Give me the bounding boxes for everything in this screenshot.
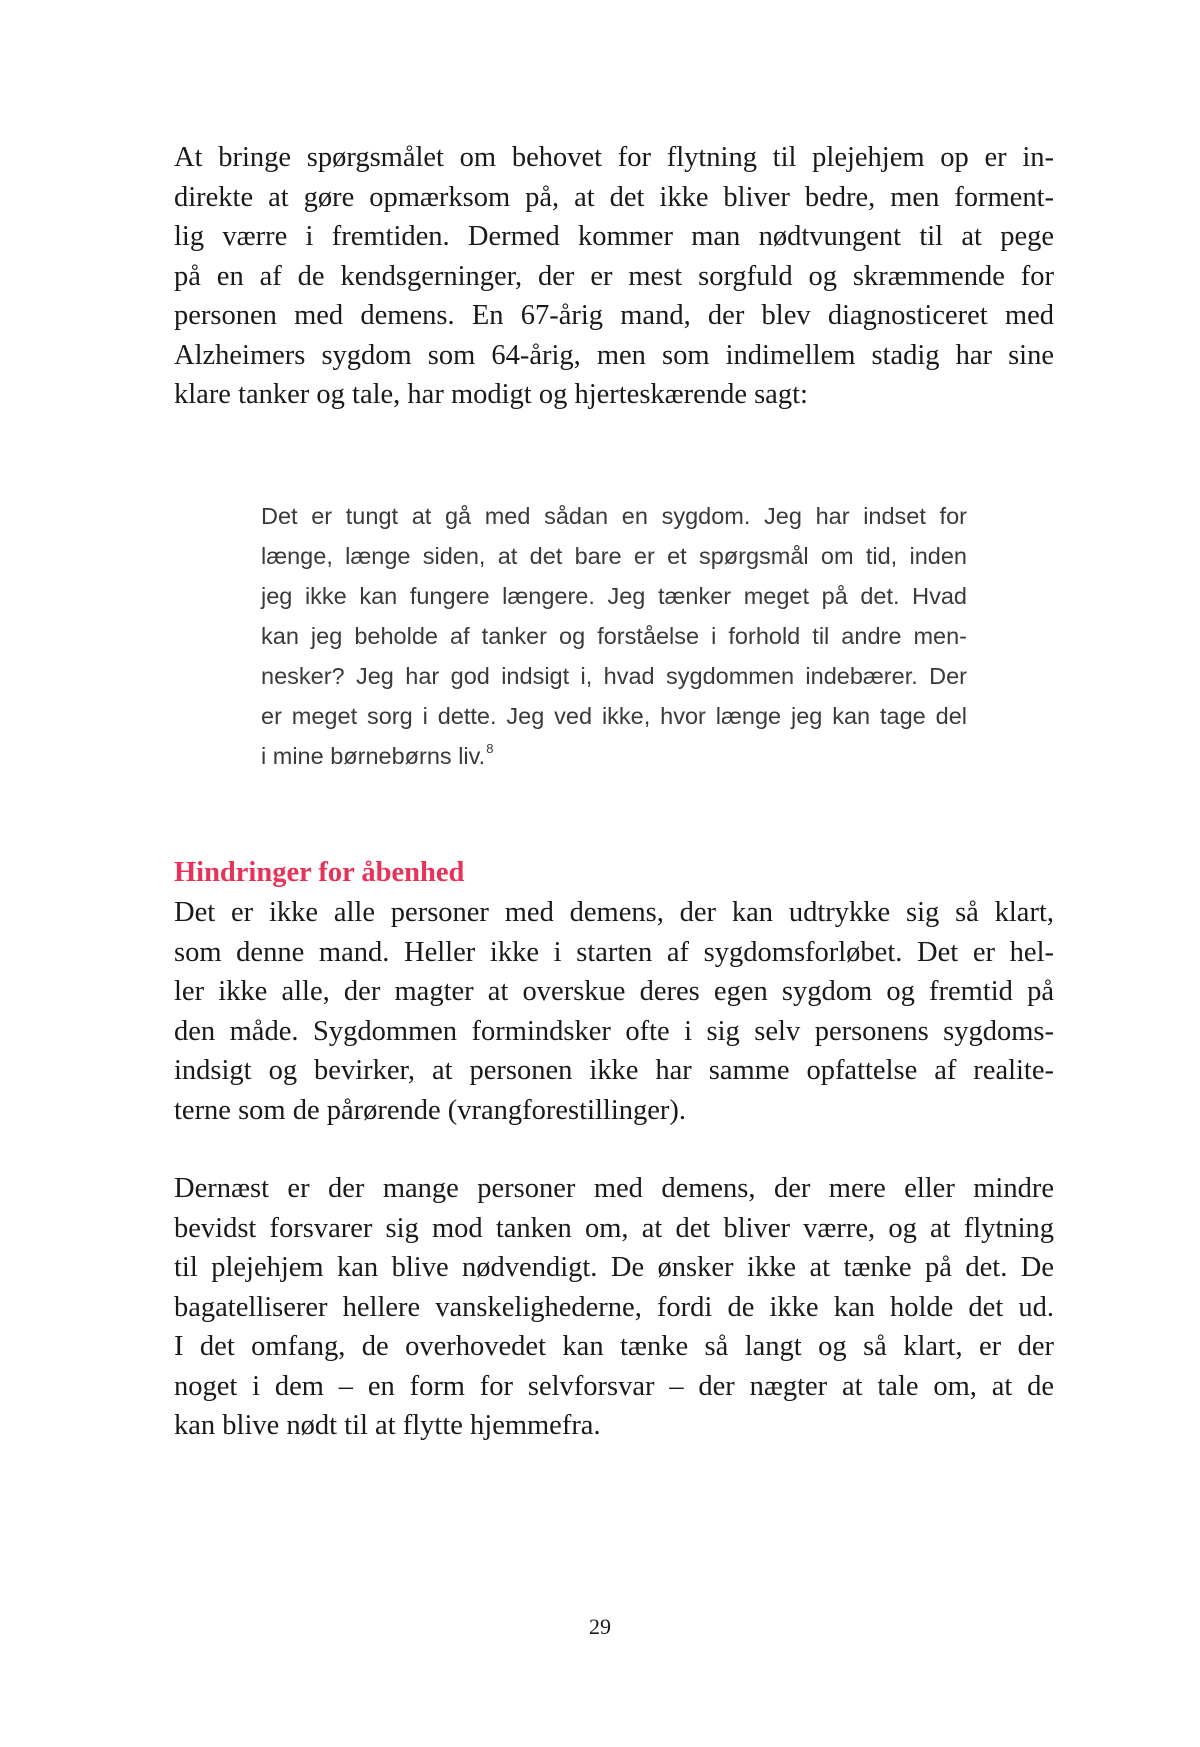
text-line: bevidst forsvarer sig mod tanken om, at det bliver værre, og at flytning — [174, 1212, 1054, 1244]
text-line: noget i dem – en form for selvforsvar – der nægter at tale om, at de — [174, 1370, 1054, 1402]
text-line: den måde. Sygdommen formindsker ofte i sig selv personens sygdoms- — [174, 1015, 1054, 1047]
quote-line: er meget sorg i dette. Jeg ved ikke, hvor længe jeg kan tage del — [261, 703, 967, 729]
quote-line: nesker? Jeg har god indsigt i, hvad sygdommen indebærer. Der — [261, 663, 967, 689]
quote-line: kan jeg beholde af tanker og forståelse i forhold til andre men- — [261, 623, 967, 649]
text-line: ler ikke alle, der magter at overskue deres egen sygdom og fremtid på — [174, 976, 1054, 1007]
quote-line: jeg ikke kan fungere længere. Jeg tænker meget på det. Hvad — [261, 583, 967, 609]
text-line: kan blive nødt til at flytte hjemmefra. — [174, 1410, 601, 1441]
paragraph-obstacles — [174, 893, 1054, 1130]
text-line: lig værre i fremtiden. Dermed kommer man nødtvungent til at pege — [174, 221, 1054, 252]
footnote-reference[interactable]: 8 — [486, 741, 494, 756]
block-quote — [261, 496, 967, 780]
text-line: som denne mand. Heller ikke i starten af sygdomsforløbet. Det er hel- — [174, 936, 1054, 968]
page-number: 29 — [589, 1614, 611, 1639]
text-line: terne som de pårørende (vrangforestillinger). — [174, 1094, 686, 1126]
text-line: Det er ikke alle personer med demens, der kan udtrykke sig så klart, — [174, 897, 1054, 928]
paragraph-intro — [174, 138, 1054, 415]
text-line: personen med demens. En 67-årig mand, der blev diagnosticeret med — [174, 300, 1054, 331]
text-line: bagatelliserer hellere vanskelighederne, fordi de ikke kan holde det ud. — [174, 1291, 1054, 1323]
text-line: Alzheimers sygdom som 64-årig, men som indimellem stadig har sine — [174, 339, 1054, 371]
quote-line: i mine børnebørns liv. — [261, 743, 486, 769]
text-line: indsigt og bevirker, at personen ikke har samme opfattelse af realite- — [174, 1055, 1054, 1086]
text-line: direkte at gøre opmærksom på, at det ikke bliver bedre, men forment- — [174, 181, 1054, 213]
text-line: At bringe spørgsmålet om behovet for flytning til plejehjem op er in- — [174, 142, 1054, 173]
paragraph-denial — [174, 1169, 1054, 1446]
quote-line: Det er tungt at gå med sådan en sygdom. Jeg har indset for — [261, 503, 967, 529]
text-line: klare tanker og tale, har modigt og hjerteskærende sagt: — [174, 379, 808, 410]
text-line: I det omfang, de overhovedet kan tænke så langt og så klart, er der — [174, 1331, 1054, 1362]
section-heading: Hindringer for åbenhed — [174, 857, 465, 888]
quote-line: længe, længe siden, at det bare er et spørgsmål om tid, inden — [261, 543, 967, 569]
text-line: til plejehjem kan blive nødvendigt. De ønsker ikke at tænke på det. De — [174, 1252, 1054, 1283]
text-line: Dernæst er der mange personer med demens, der mere eller mindre — [174, 1173, 1054, 1204]
quote-last-line — [261, 736, 967, 780]
text-line: på en af de kendsgerninger, der er mest sorgfuld og skræmmende for — [174, 260, 1054, 292]
